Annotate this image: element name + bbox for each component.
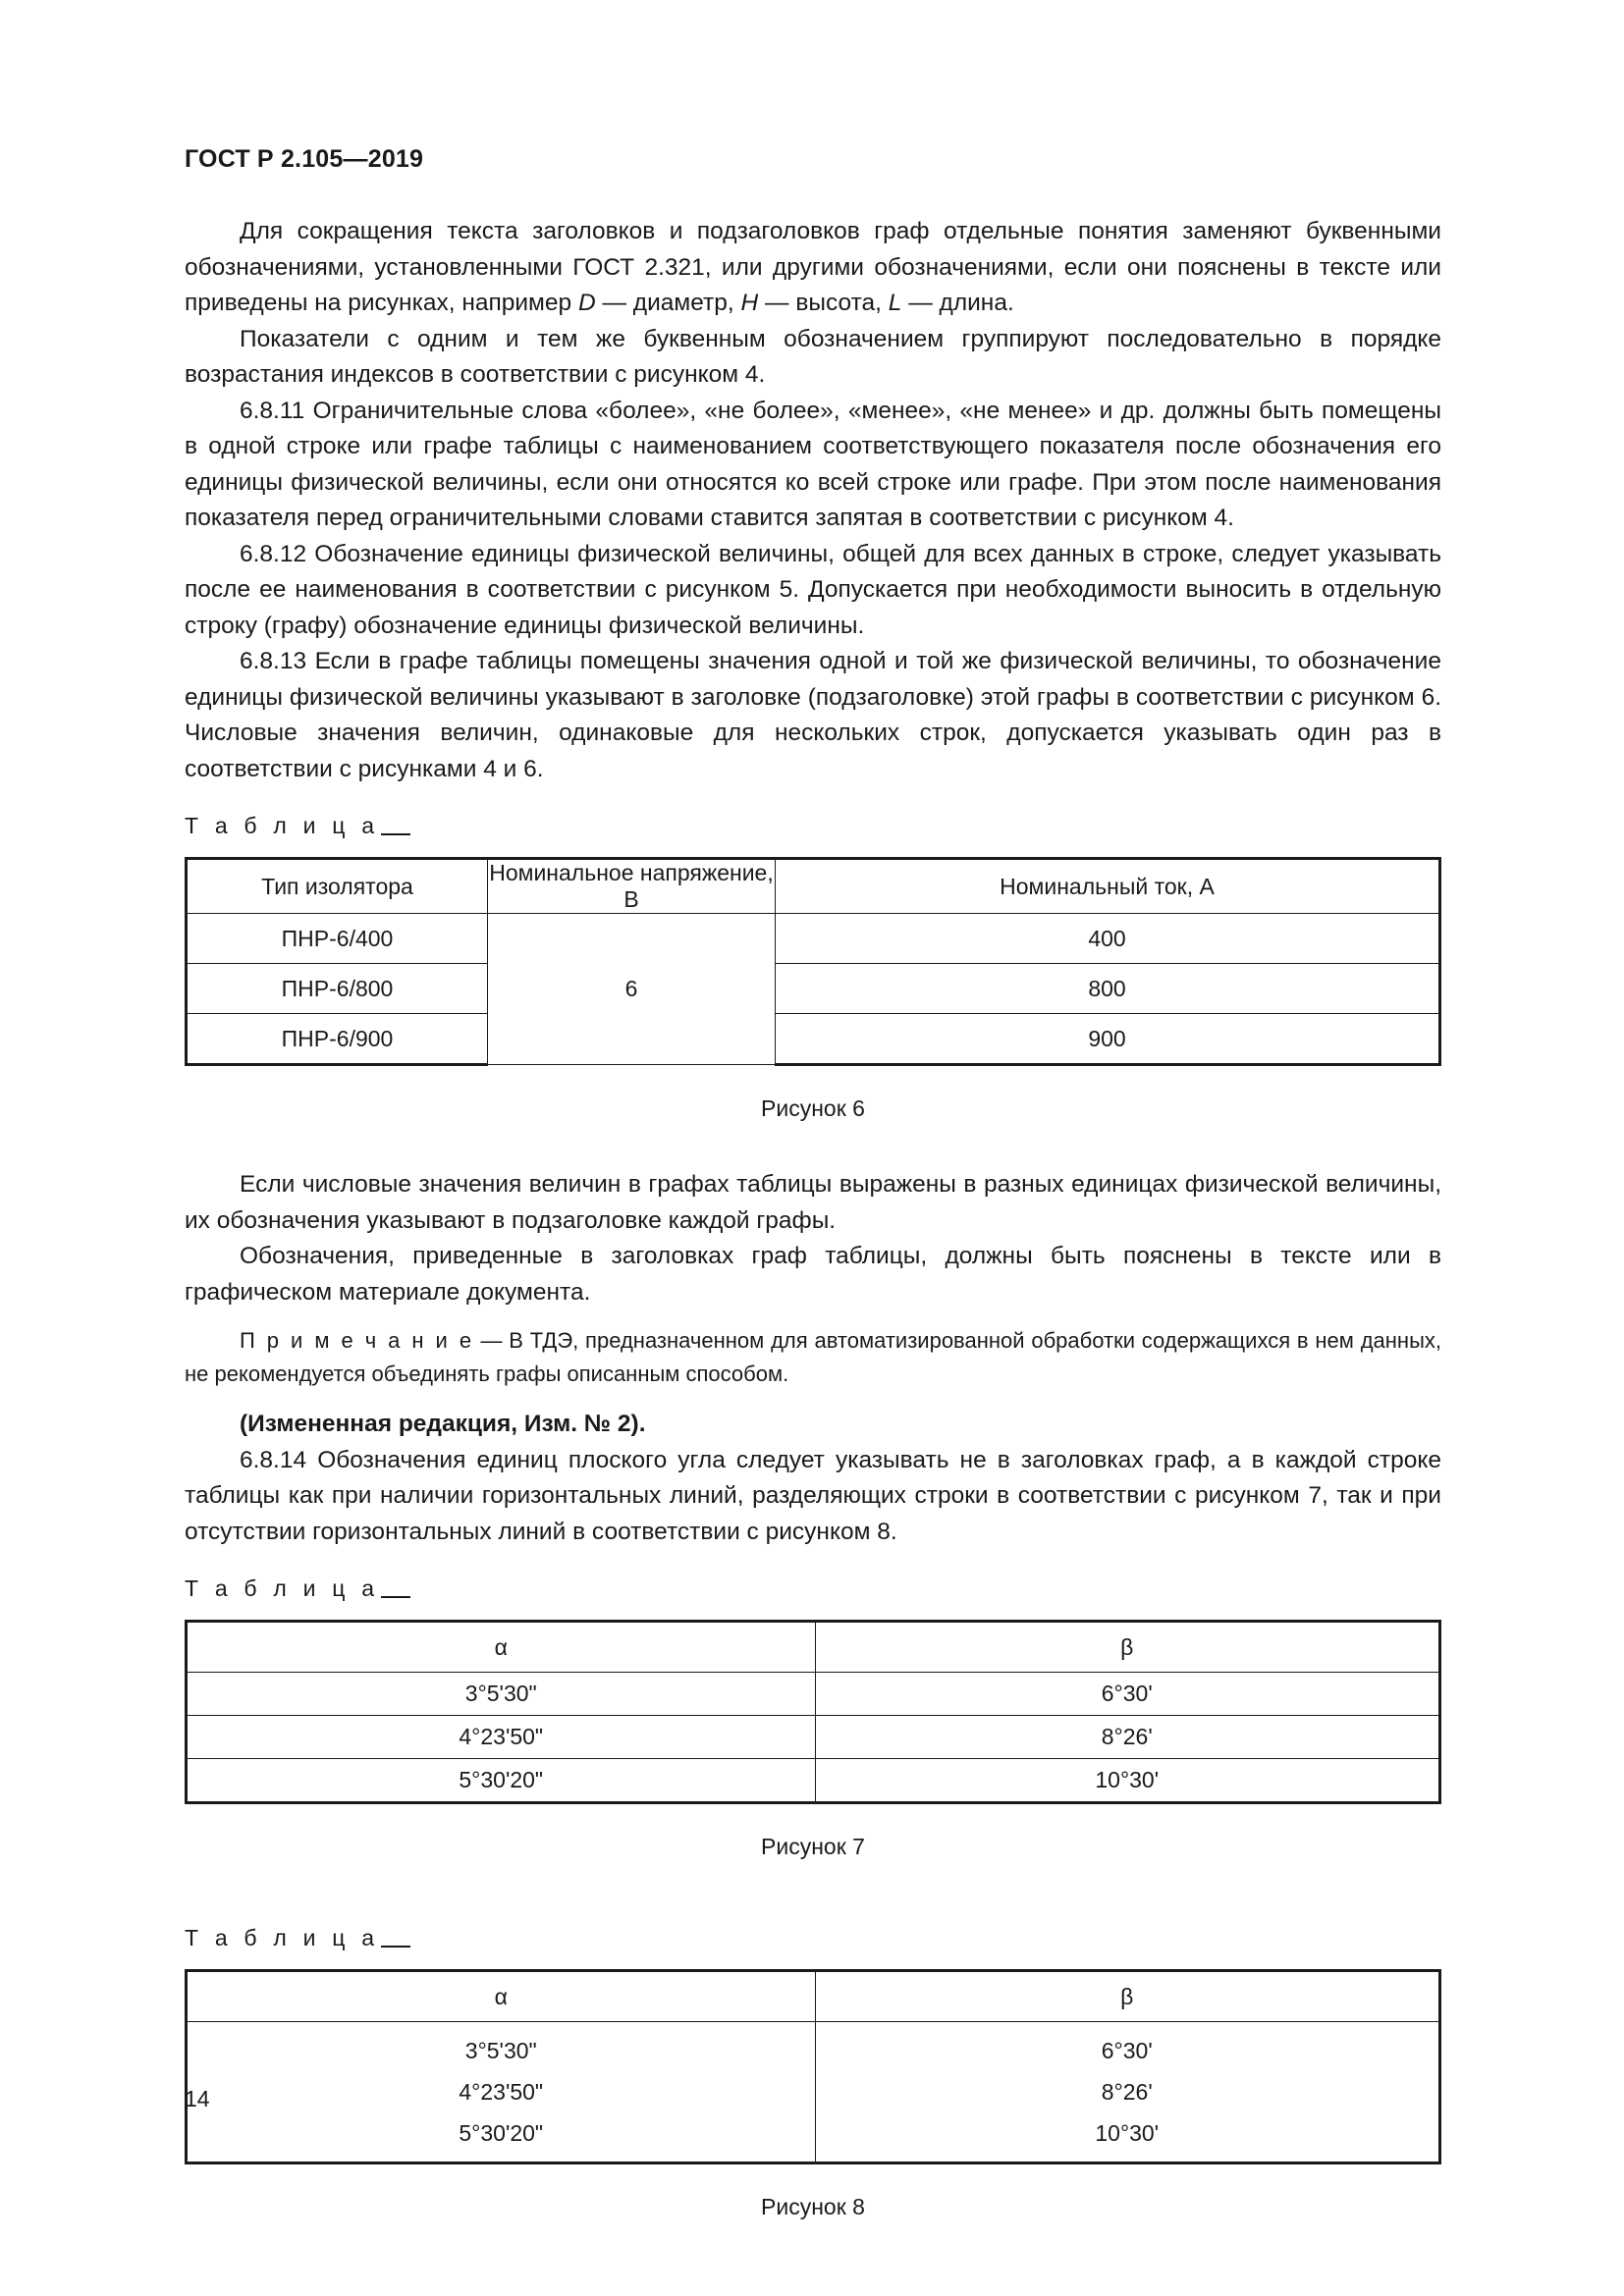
table-header-row [187, 1971, 1440, 2022]
cell-insulator-type: ПНР-6/800 [187, 964, 488, 1014]
cell-alpha: 4°23'50" [187, 2071, 816, 2112]
header-nominal-current: Номинальный ток, А [776, 859, 1440, 914]
cell-alpha: 3°5'30" [187, 2022, 816, 2072]
header-insulator-type: Тип изолятора [187, 859, 488, 914]
cell-alpha: 5°30'20" [187, 1759, 816, 1803]
table-figure-6 [185, 857, 1441, 1066]
note-lead-label: П р и м е ч а н и е [240, 1328, 474, 1353]
spacer [185, 1804, 1441, 1834]
table-label-2-text: Т а б л и ц а [185, 1575, 380, 1601]
paragraph-lettering [185, 214, 1441, 322]
spacer [185, 839, 1441, 857]
table-label-3 [185, 1925, 1441, 1951]
spacer [185, 1602, 1441, 1620]
table-figure-8 [185, 1969, 1441, 2164]
document-body [185, 214, 1441, 2220]
paragraph-lettering-text: Для сокращения текста заголовков и подзаголовков граф отдельные понятия заменяют буквенными обозначениями, установленными ГОСТ 2.321, или другими обозначениями, если они пояснены в тексте или приведены на рисунках, например [185, 218, 1441, 316]
header-beta: β [815, 1622, 1440, 1673]
note-body-text: — В ТДЭ, предназначенном для автоматизированной обработки содержащихся в нем данных, не рекомендуется объединять графы описанным способом. [185, 1328, 1441, 1386]
table-number-blank [381, 1596, 410, 1598]
paragraph-lettering-mid2: — высота, [758, 290, 889, 316]
table-row [187, 2112, 1440, 2163]
table-label-3-text: Т а б л и ц а [185, 1925, 380, 1950]
cell-beta: 6°30' [815, 2022, 1440, 2072]
cell-insulator-type: ПНР-6/900 [187, 1014, 488, 1065]
page-number: 14 [185, 2086, 210, 2111]
cell-nominal-current: 900 [776, 1014, 1440, 1065]
spacer [185, 2164, 1441, 2194]
header-beta: β [815, 1971, 1440, 2022]
table-row [187, 914, 1440, 964]
revision-note: (Измененная редакция, Изм. № 2). [240, 1411, 646, 1437]
paragraph-indicators: Показатели с одним и тем же буквенным обозначением группируют последовательно в порядке возрастания индексов в соответствии с рисунком 4. [185, 325, 1441, 388]
cell-beta: 6°30' [815, 1673, 1440, 1716]
table-label-2 [185, 1575, 1441, 1602]
table-row [187, 1759, 1440, 1803]
cell-beta: 10°30' [815, 2112, 1440, 2163]
spacer [185, 1951, 1441, 1969]
table-figure-7 [185, 1620, 1441, 1804]
spacer [185, 1860, 1441, 1925]
cell-nominal-current: 400 [776, 914, 1440, 964]
header-alpha: α [187, 1971, 816, 2022]
cell-alpha: 3°5'30" [187, 1673, 816, 1716]
table-number-blank [381, 1946, 410, 1948]
cell-beta: 10°30' [815, 1759, 1440, 1803]
symbol-h: H [740, 290, 759, 316]
spacer [185, 787, 1441, 813]
table-header-row [187, 859, 1440, 914]
table-row [187, 1716, 1440, 1759]
table-row [187, 1673, 1440, 1716]
cell-insulator-type: ПНР-6/400 [187, 914, 488, 964]
symbol-l: L [888, 290, 902, 316]
cell-beta: 8°26' [815, 2071, 1440, 2112]
table-row [187, 964, 1440, 1014]
spacer [185, 1550, 1441, 1575]
paragraph-explanations: Обозначения, приведенные в заголовках граф таблицы, должны быть пояснены в тексте или в графическом материале документа. [185, 1243, 1441, 1306]
spacer [185, 1391, 1441, 1407]
paragraph-6-8-13: 6.8.13 Если в графе таблицы помещены значения одной и той же физической величины, то обозначение единицы физической величины указывают в заголовке (подзаголовке) этой графы в соответствии с рисунком 6. Числовые значения величин, одинаковые для нескольких строк, допускается указывать один раз в соответствии с рисунками 4 и 6. [185, 648, 1441, 782]
table-header-row [187, 1622, 1440, 1673]
spacer [185, 1122, 1441, 1167]
header-nominal-voltage: Номинальное напряжение, В [489, 860, 774, 912]
figure-caption-8: Рисунок 8 [761, 2194, 865, 2219]
paragraph-lettering-mid1: — диаметр, [595, 290, 741, 316]
cell-nominal-voltage-merged: 6 [488, 914, 776, 1065]
cell-alpha: 5°30'20" [187, 2112, 816, 2163]
table-label-1-text: Т а б л и ц а [185, 813, 380, 838]
paragraph-note [185, 1324, 1441, 1391]
paragraph-lettering-end: — длина. [901, 290, 1014, 316]
table-row [187, 1014, 1440, 1065]
figure-caption-6: Рисунок 6 [761, 1095, 865, 1121]
table-row [187, 2022, 1440, 2072]
paragraph-6-8-11: 6.8.11 Ограничительные слова «более», «не более», «менее», «не менее» и др. должны быть помещены в одной строке или графе таблицы с наименованием соответствующего показателя после обозначения его единицы физической величины, если они относятся ко всей строке или графе. При этом после наименования показателя перед ограничительными словами ставится запятая в соответствии с рисунком 4. [185, 397, 1441, 531]
figure-caption-7: Рисунок 7 [761, 1834, 865, 1859]
spacer [185, 1066, 1441, 1095]
paragraph-different-units: Если числовые значения величин в графах таблицы выражены в разных единицах физической величины, их обозначения указывают в подзаголовке каждой графы. [185, 1171, 1441, 1234]
symbol-d: D [577, 290, 596, 316]
standard-header: ГОСТ Р 2.105—2019 [185, 145, 424, 173]
paragraph-6-8-14: 6.8.14 Обозначения единиц плоского угла следует указывать не в заголовках граф, а в каждой строке таблицы как при наличии горизонтальных линий, разделяющих строки в соответствии с рисунком 7, так и при отсутствии горизонтальных линий в соответствии с рисунком 8. [185, 1446, 1441, 1545]
header-alpha: α [187, 1622, 816, 1673]
cell-nominal-current: 800 [776, 964, 1440, 1014]
table-number-blank [381, 833, 410, 835]
cell-alpha: 4°23'50" [187, 1716, 816, 1759]
cell-beta: 8°26' [815, 1716, 1440, 1759]
table-row [187, 2071, 1440, 2112]
paragraph-6-8-12: 6.8.12 Обозначение единицы физической величины, общей для всех данных в строке, следует указывать после ее наименования в соответствии с рисунком 5. Допускается при необходимости выносить в отдельную строку (графу) обозначение единицы физической величины. [185, 540, 1441, 639]
table-label-1 [185, 813, 1441, 839]
spacer [185, 1310, 1441, 1324]
